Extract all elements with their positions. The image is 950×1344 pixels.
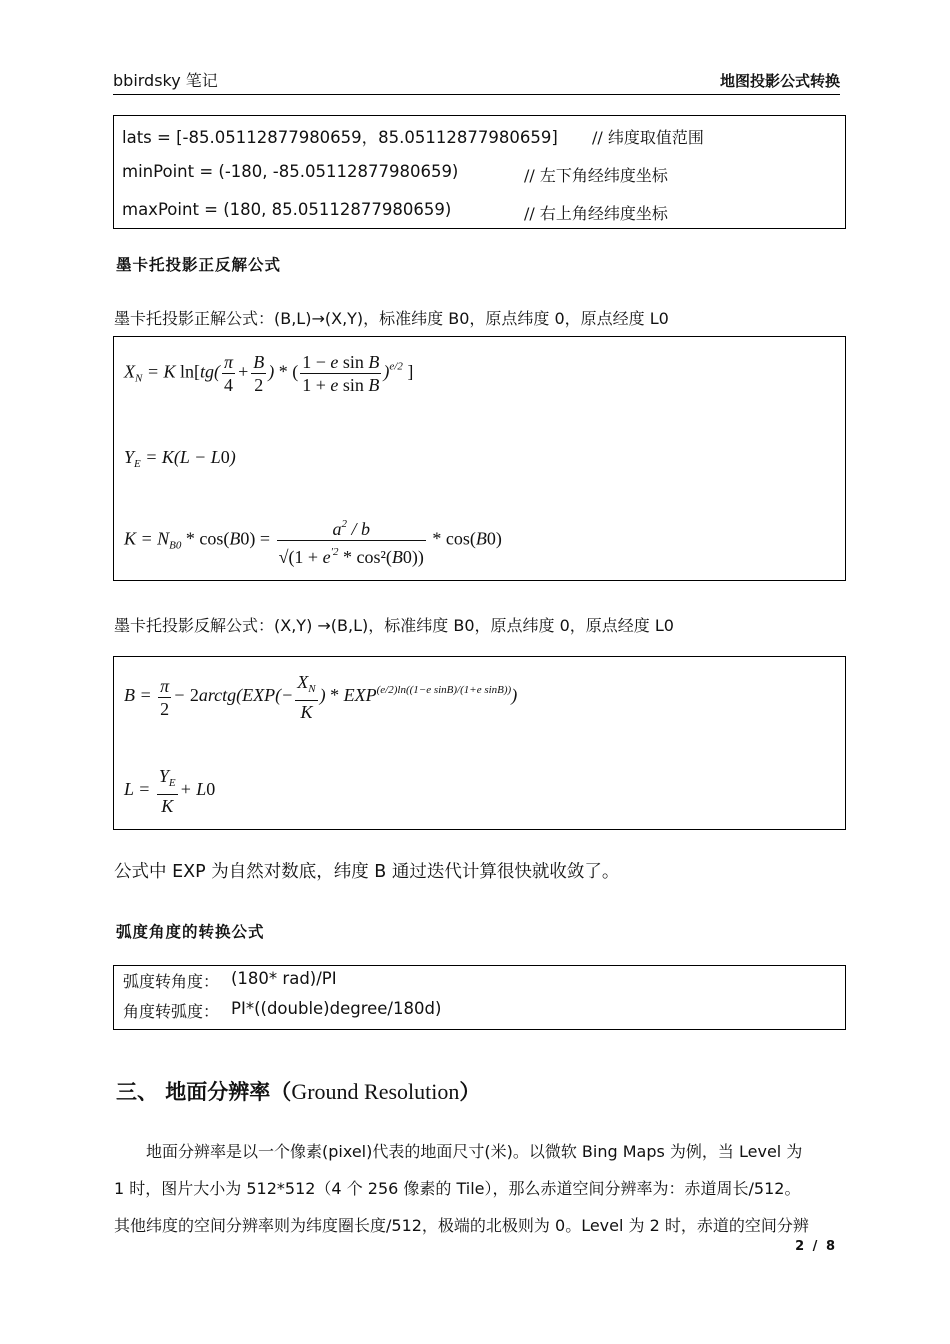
- body-line: 1 时，图片大小为 512*512（4 个 256 像素的 Tile），那么赤道空间分辨率为：赤道周长/512。: [114, 1179, 801, 1198]
- page-header: [113, 66, 840, 95]
- row-label-rad2deg: 弧度转角度：: [123, 972, 220, 991]
- exp-note: 公式中 EXP 为自然对数底，纬度 B 通过迭代计算很快就收敛了。: [114, 862, 620, 882]
- code-lats: lats = [-85.05112877980659，85.05112877980659]: [122, 128, 558, 147]
- code-maxpoint: maxPoint = (180, 85.05112877980659): [122, 200, 452, 219]
- formula-b: B = $\frac{\pi}{2}$ − 2arctg(EXP(− $\frac{X_N}{K}$ ) * $EXP^{(e/2)ln((1-e sinB)/(1+e sinB))}$): [124, 672, 518, 722]
- forward-intro: 墨卡托投影正解公式：(B,L)→(X,Y)，标准纬度 B0，原点纬度 0，原点经度 L0: [114, 309, 669, 328]
- body-line: 地面分辨率是以一个像素(pixel)代表的地面尺寸(米)。以微软 Bing Maps 为例，当 Level 为: [114, 1142, 803, 1161]
- row-value-rad2deg: (180* rad)/PI: [231, 969, 337, 988]
- chapter-english: Ground Resolution: [291, 1079, 460, 1104]
- coordinate-range-box: [113, 115, 846, 229]
- forward-formula-box: [113, 336, 846, 581]
- formula-ye: $Y_E = K(L - L0)$: [124, 447, 236, 470]
- section-heading-mercator: 墨卡托投影正反解公式: [116, 255, 282, 274]
- chapter-suffix: ）: [459, 1079, 481, 1104]
- formula-l: L = $\frac{Y_E}{K}$ + L0: [124, 766, 216, 816]
- formula-k: $K = N_{B0} * \cos(B0)$ = $\frac{a^2 / b}{√(1 + e^{'2} * \cos^2(B0))}$ * cos(B0): [124, 513, 502, 568]
- body-paragraph: [114, 1133, 836, 1244]
- row-label-deg2rad: 角度转弧度：: [123, 1002, 220, 1021]
- chapter-prefix: 三、 地面分辨率（: [116, 1079, 292, 1104]
- conversion-box: [113, 965, 846, 1030]
- body-line: 其他纬度的空间分辨率则为纬度圈长度/512，极端的北极则为 0。Level 为 2 时，赤道的空间分辨: [114, 1216, 809, 1235]
- page-number: 2 / 8: [795, 1239, 837, 1254]
- inverse-intro: 墨卡托投影反解公式：(X,Y) →(B,L)，标准纬度 B0，原点纬度 0，原点经度 L0: [114, 616, 674, 635]
- comment-maxpoint: // 右上角经纬度坐标: [524, 204, 668, 223]
- chapter-heading: [116, 1076, 480, 1106]
- header-title: bbirdsky 笔记: [113, 71, 218, 90]
- section-heading-radian: 弧度角度的转换公式: [116, 922, 265, 941]
- comment-lats: // 纬度取值范围: [592, 128, 704, 147]
- formula-xn: $X_N = K$ ln[tg( $\frac{\pi}{4}$ + $\frac{B}{2}$ ) * ( $\frac{\text{1 − e sin B}}{\text{1 + e sin B}}$ )$^{e/2}$ ]: [124, 352, 414, 395]
- inverse-formula-box: [113, 656, 846, 830]
- code-minpoint: minPoint = (-180, -85.05112877980659): [122, 162, 459, 181]
- header-subtitle: 地图投影公式转换: [719, 72, 840, 90]
- comment-minpoint: // 左下角经纬度坐标: [524, 166, 668, 185]
- row-value-deg2rad: PI*((double)degree/180d): [231, 999, 442, 1018]
